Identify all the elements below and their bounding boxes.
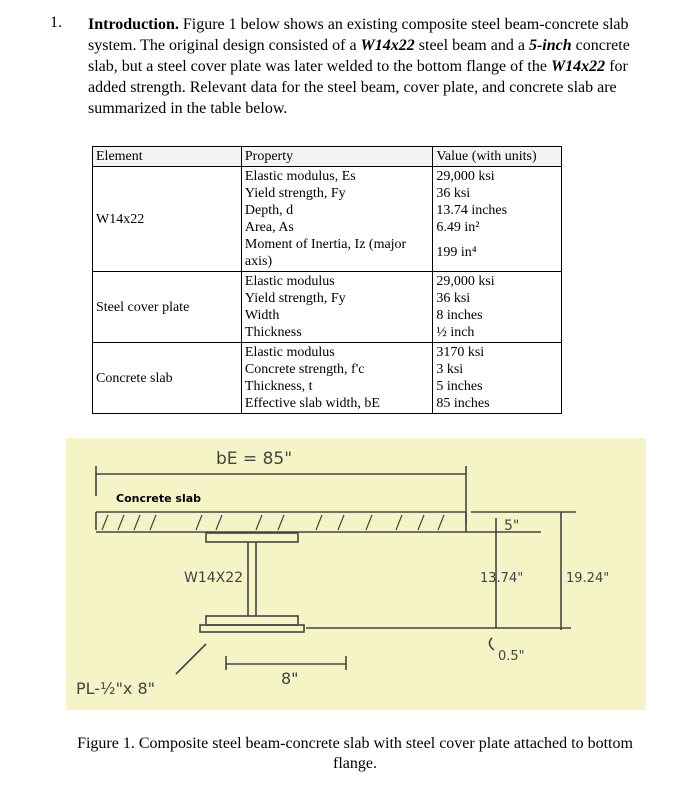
cover-plate xyxy=(200,625,304,632)
plate-width-label: 8" xyxy=(281,669,299,688)
element-cell: Steel cover plate xyxy=(93,272,242,343)
intro-text-1: Figure 1 below shows an existing composite steel beam-concrete slab system. The original design consisted of a xyxy=(88,16,629,54)
value-line: 36 ksi xyxy=(436,291,471,306)
property-cell xyxy=(241,272,432,343)
plate-thk-leader xyxy=(489,638,494,650)
value-line: 8 inches xyxy=(436,308,483,323)
plate-leader xyxy=(176,644,206,674)
property-line: Elastic modulus xyxy=(244,345,335,360)
property-line: Thickness xyxy=(244,325,302,340)
header-property: Property xyxy=(241,147,432,167)
table-row-cover-plate xyxy=(93,272,562,343)
figure-sketch xyxy=(66,438,646,710)
property-line: Effective slab width, bE xyxy=(244,396,380,411)
value-cell xyxy=(433,343,562,414)
property-line: Yield strength, Fy xyxy=(244,186,346,201)
value-line: 85 inches xyxy=(436,396,490,411)
intro-text-2: steel beam and a xyxy=(414,37,529,54)
plate-thickness-label: 0.5" xyxy=(498,649,525,664)
value-line: 29,000 ksi xyxy=(436,169,495,184)
properties-table xyxy=(92,146,562,414)
beam-label: W14X22 xyxy=(184,570,244,586)
intro-paragraph xyxy=(88,14,648,119)
value-line: ½ inch xyxy=(436,325,475,340)
composite-section-drawing xyxy=(66,438,646,710)
value-line: 36 ksi xyxy=(436,186,471,201)
value-line: 5 inches xyxy=(436,379,483,394)
be-label: bE = 85" xyxy=(216,449,293,469)
property-cell xyxy=(241,167,432,272)
beam-designation: W14x22 xyxy=(360,37,415,54)
slab-thickness-label: 5" xyxy=(504,518,520,534)
slab-label: Concrete slab xyxy=(116,492,202,505)
plate-label: PL-½"x 8" xyxy=(76,679,156,698)
value-line: 199 in⁴ xyxy=(436,245,477,260)
top-flange xyxy=(206,533,298,542)
intro-heading: Introduction. xyxy=(88,16,179,33)
figure-caption: Figure 1. Composite steel beam-concrete slab with steel cover plate attached to bottom flange. xyxy=(77,735,633,772)
property-line: Concrete strength, f'c xyxy=(244,362,365,377)
slab-hatching xyxy=(102,515,444,530)
property-line: Area, As xyxy=(244,220,294,235)
value-line: 29,000 ksi xyxy=(436,274,495,289)
total-depth-label: 19.24" xyxy=(566,571,610,586)
question-number: 1. xyxy=(50,14,62,31)
slab-thickness-emph: 5-inch xyxy=(528,37,572,54)
value-line: 6.49 in² xyxy=(436,220,480,235)
property-line: Yield strength, Fy xyxy=(244,291,346,306)
value-line: 3170 ksi xyxy=(436,345,485,360)
header-element: Element xyxy=(93,147,242,167)
property-line: Elastic modulus, Es xyxy=(244,169,356,184)
property-line: Thickness, t xyxy=(244,379,313,394)
value-line: 13.74 inches xyxy=(436,203,508,218)
property-line: Moment of Inertia, Iz (major axis) xyxy=(244,237,407,269)
intro-text-3: concrete slab, but a steel cover plate was later welded to the bottom flange of the xyxy=(88,37,630,75)
property-line: Depth, d xyxy=(244,203,294,218)
element-cell: Concrete slab xyxy=(93,343,242,414)
intro-text-4: for added strength. Relevant data for the steel beam, cover plate, and concrete slab are summarized in the table below. xyxy=(88,58,628,117)
property-cell xyxy=(241,343,432,414)
table-row-w14x22 xyxy=(93,167,562,272)
value-cell xyxy=(433,272,562,343)
table-row-concrete-slab xyxy=(93,343,562,414)
value-cell xyxy=(433,167,562,272)
table-header-row xyxy=(93,147,562,167)
property-line: Width xyxy=(244,308,280,323)
depth-label: 13.74" xyxy=(480,571,524,586)
bottom-flange xyxy=(206,616,298,625)
header-value: Value (with units) xyxy=(433,147,562,167)
element-cell: W14x22 xyxy=(93,167,242,272)
value-line: 3 ksi xyxy=(436,362,464,377)
beam-designation-2: W14x22 xyxy=(550,58,606,75)
property-line: Elastic modulus xyxy=(244,274,335,289)
